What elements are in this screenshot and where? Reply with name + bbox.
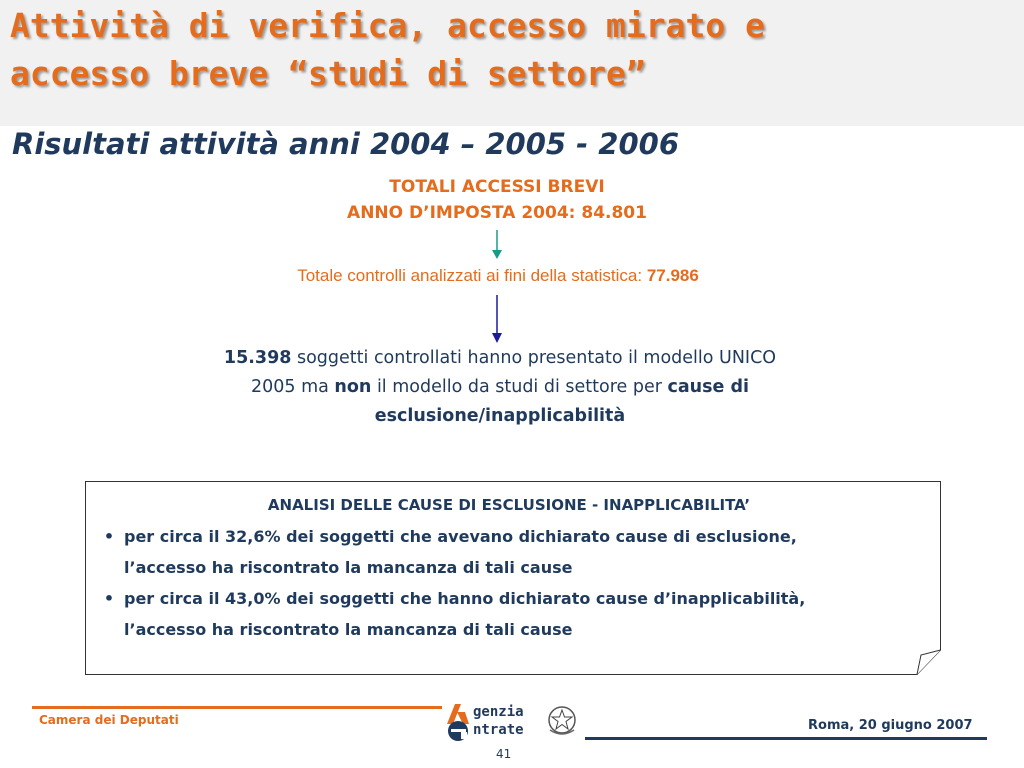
analysis-heading: ANALISI DELLE CAUSE DI ESCLUSIONE - INAPPLICABILITA’ bbox=[267, 496, 751, 514]
agenzia-entrate-logo bbox=[443, 702, 583, 742]
italian-republic-emblem-icon bbox=[545, 704, 579, 738]
controls-value: 77.986 bbox=[646, 266, 699, 285]
subjects-text-1: soggetti controllati hanno presentato il modello UNICO 2005 ma bbox=[250, 348, 777, 397]
subjects-emphasis: non bbox=[334, 377, 372, 397]
totals-line-1: TOTALI ACCESSI BREVI bbox=[389, 177, 605, 197]
list-item bbox=[103, 583, 864, 645]
slide-title-line-2: accesso breve “studi di settore” bbox=[10, 54, 646, 93]
arrow-down-icon bbox=[490, 230, 504, 260]
subjects-paragraph bbox=[210, 344, 790, 431]
analysis-box bbox=[85, 481, 941, 675]
slide-title bbox=[10, 2, 765, 98]
totals-line-2: ANNO D’IMPOSTA 2004: 84.801 bbox=[347, 203, 647, 223]
footer-divider-right bbox=[585, 737, 987, 740]
controls-label: Totale controlli analizzati ai fini della statistica: bbox=[297, 266, 647, 285]
controls-line bbox=[0, 266, 1010, 286]
footer-date: Roma, 20 giugno 2007 bbox=[808, 718, 973, 733]
analysis-list bbox=[85, 521, 941, 645]
slide-title-line-1: Attività di verifica, accesso mirato e bbox=[10, 6, 765, 45]
subjects-cause: cause di esclusione/inapplicabilità bbox=[374, 377, 750, 426]
footer-left-label: Camera dei Deputati bbox=[39, 713, 179, 727]
subjects-text-2: il modello da studi di settore per bbox=[371, 377, 668, 397]
list-item-text: per circa il 43,0% dei soggetti che hanno dichiarato cause d’inapplicabilità, l’accesso ha riscontrato la mancanza di tali cause bbox=[124, 589, 806, 639]
logo-word-1: genzia bbox=[473, 704, 524, 720]
list-item-text: per circa il 32,6% dei soggetti che avevano dichiarato cause di esclusione, l’accesso ha riscontrato la mancanza di tali cause bbox=[124, 527, 797, 577]
logo-word-2: ntrate bbox=[473, 722, 524, 738]
totals-block bbox=[0, 174, 1009, 226]
page-number: 41 bbox=[496, 747, 512, 761]
subjects-count: 15.398 bbox=[223, 348, 292, 368]
analysis-content bbox=[85, 495, 941, 645]
bullet-icon: • bbox=[103, 589, 115, 608]
arrow-down-icon bbox=[490, 295, 504, 345]
list-item bbox=[103, 521, 864, 583]
slide-subtitle: Risultati attività anni 2004 – 2005 - 2006 bbox=[12, 127, 680, 161]
footer-divider-left bbox=[32, 706, 442, 709]
bullet-icon: • bbox=[103, 527, 115, 546]
